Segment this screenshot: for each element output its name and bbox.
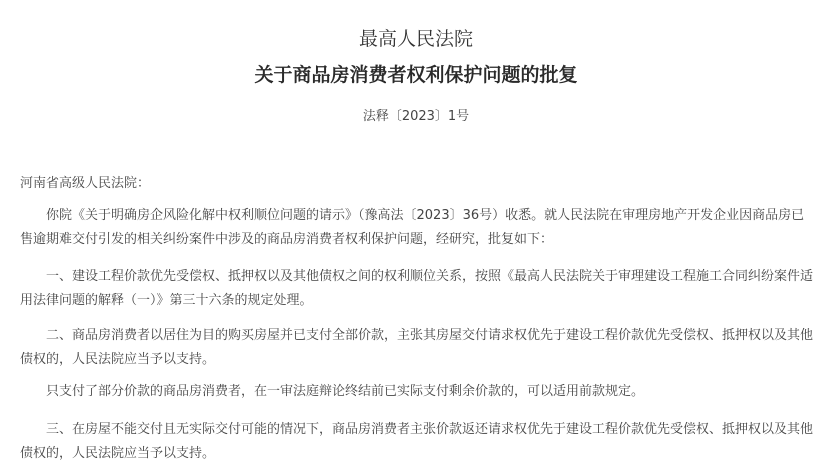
paragraph-item-2-supplement: 只支付了部分价款的商品房消费者，在一审法庭辩论终结前已实际支付剩余价款的，可以适用前款规定。 [46, 384, 645, 399]
paragraph-item-2: 二、商品房消费者以居住为目的购买房屋并已支付全部价款，主张其房屋交付请求权优先于建设工程价款优先受偿权、抵押权以及其他债权的，人民法院应当予以支持。 [20, 328, 814, 367]
document-number: 法释〔2023〕1号 [362, 109, 470, 124]
paragraph-item-3: 三、在房屋不能交付且无实际交付可能的情况下，商品房消费者主张价款返还请求权优先于建设工程价款优先受偿权、抵押权以及其他债权的，人民法院应当予以支持。 [20, 422, 814, 461]
paragraph-item-1: 一、建设工程价款优先受偿权、抵押权以及其他债权之间的权利顺位关系，按照《最高人民法院关于审理建设工程施工合同纠纷案件适用法律问题的解释（一）》第三十六条的规定处理。 [20, 269, 814, 308]
document-title: 关于商品房消费者权利保护问题的批复 [254, 64, 578, 86]
issuer-name: 最高人民法院 [358, 28, 473, 50]
addressee: 河南省高级人民法院： [20, 176, 151, 191]
paragraph-intro: 你院《关于明确房企风险化解中权利顺位问题的请示》（豫高法〔2023〕36号）收悉。就人民法院在审理房地产开发企业因商品房已售逾期难交付引发的相关纠纷案件中涉及的商品房消费者权利保护问题，经研究，批复如下： [20, 208, 805, 247]
